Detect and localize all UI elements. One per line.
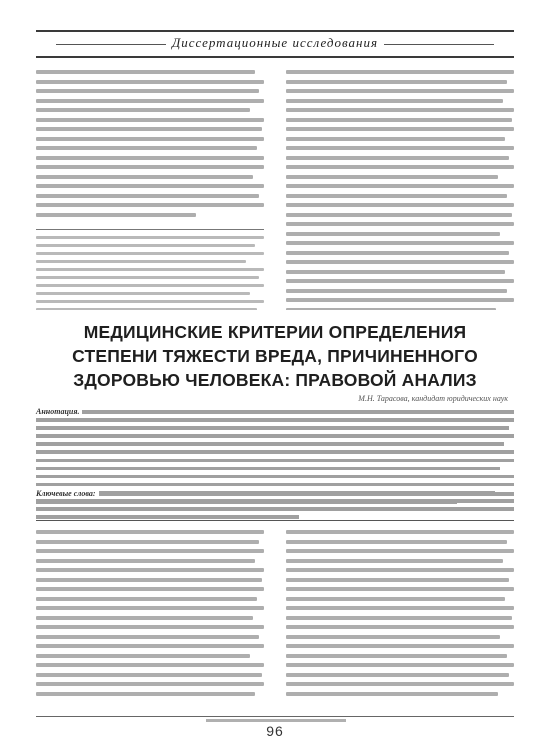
section-divider: [36, 520, 514, 521]
previous-article-right-column: [286, 70, 514, 310]
keywords: [36, 489, 514, 510]
journal-page: [36, 30, 514, 739]
article-title: [36, 320, 514, 392]
article-title-line-3: ЗДОРОВЬЮ ЧЕЛОВЕКА: ПРАВОВОЙ АНАЛИЗ: [73, 370, 477, 390]
article-author: М.Н. Тарасова, кандидат юридических наук: [358, 394, 508, 403]
body-right-column: [286, 530, 514, 710]
abstract-lead: Аннотация.: [36, 407, 82, 416]
previous-article-left-column: [36, 70, 264, 310]
header-rule-right: [384, 44, 494, 45]
keywords-lead: Ключевые слова:: [36, 489, 99, 498]
body-left-column: [36, 530, 264, 710]
header-rule-left: [56, 44, 166, 45]
abstract: [36, 407, 514, 484]
running-header: [36, 30, 514, 58]
footer-journal-info: [206, 719, 346, 722]
running-header-title: [36, 35, 514, 51]
article-title-line-1: МЕДИЦИНСКИЕ КРИТЕРИИ ОПРЕДЕЛЕНИЯ: [83, 322, 467, 342]
header-title-text: Диссертационные исследования: [171, 35, 379, 50]
page-number: 96: [266, 723, 284, 739]
footer-rule: [36, 716, 514, 717]
footnotes: [36, 229, 264, 311]
article-title-line-2: СТЕПЕНИ ТЯЖЕСТИ ВРЕДА, ПРИЧИНЕННОГО: [72, 346, 478, 366]
